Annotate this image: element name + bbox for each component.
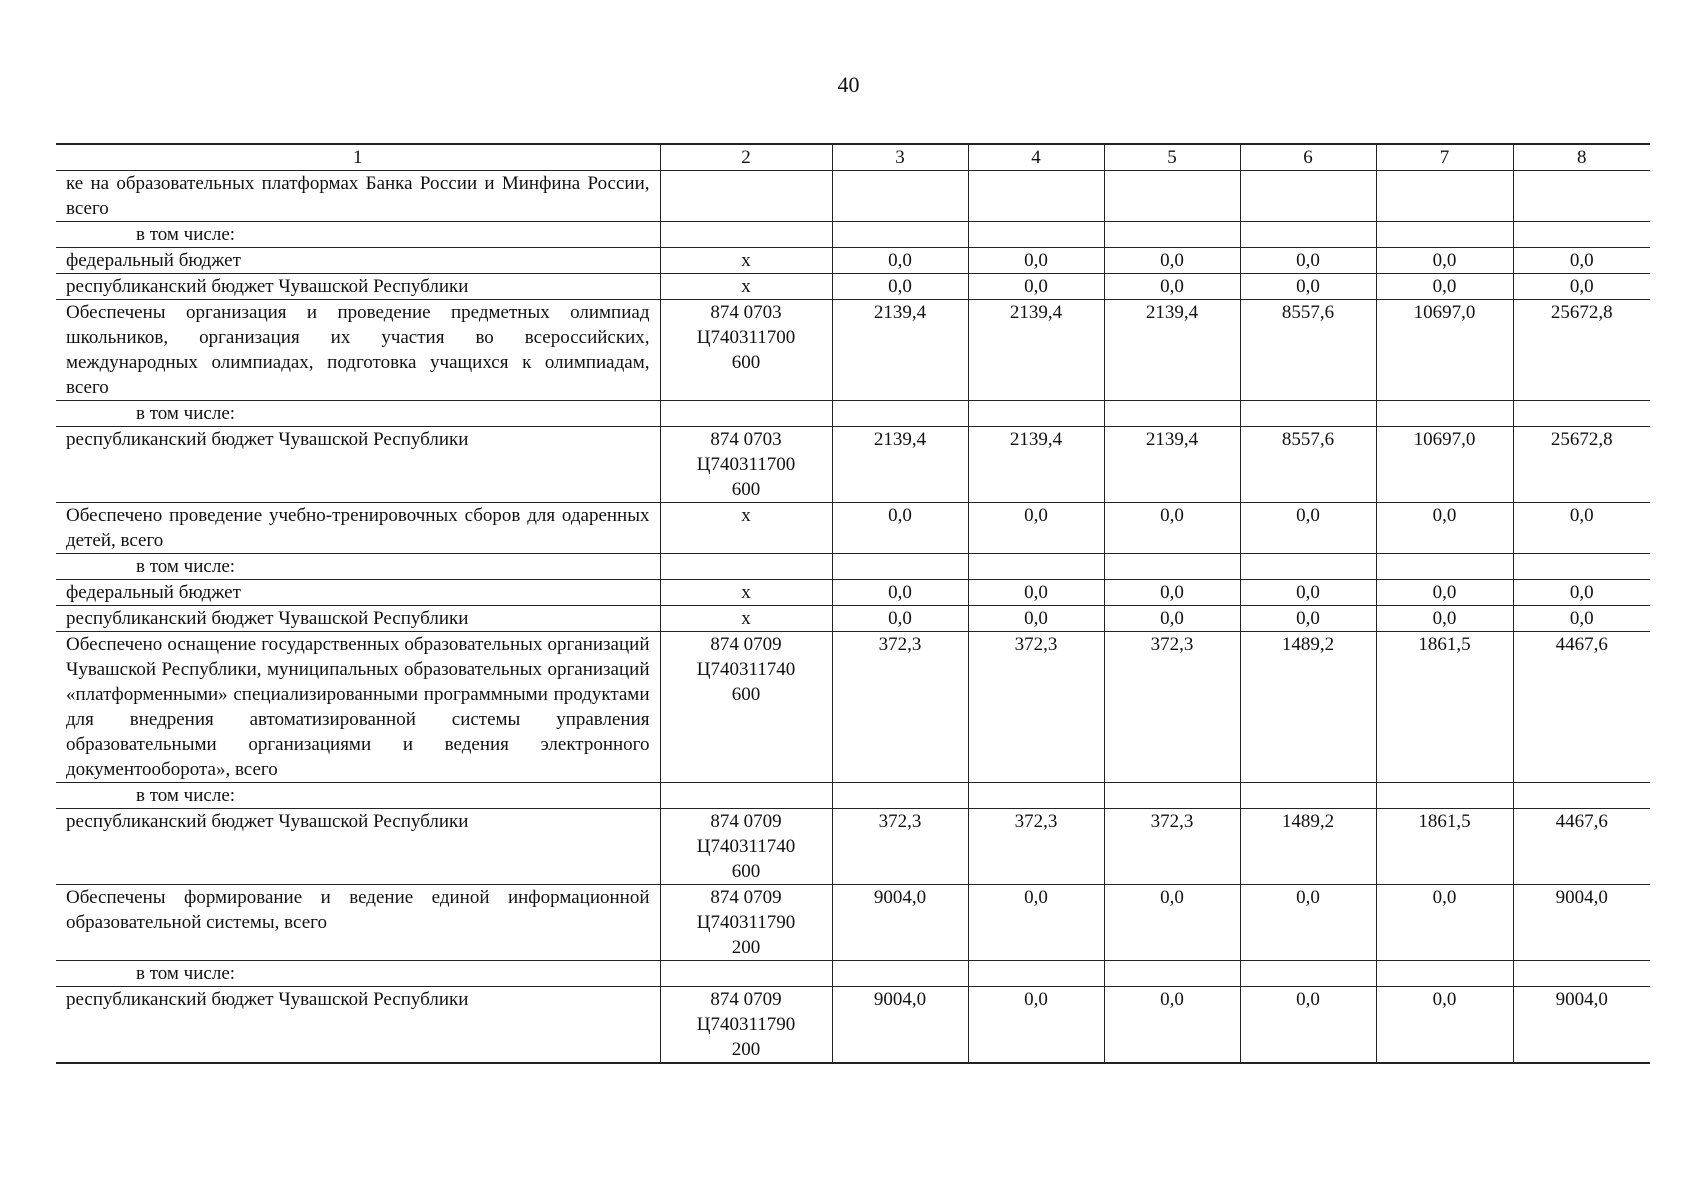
budget-code-cell: х <box>660 248 832 274</box>
table-row <box>56 222 1650 248</box>
row-subheading: в том числе: <box>56 961 660 987</box>
budget-code-cell <box>660 171 832 222</box>
value-cell: 9004,0 <box>1513 885 1650 961</box>
value-cell <box>1513 554 1650 580</box>
value-cell: 0,0 <box>1513 503 1650 554</box>
value-cell <box>968 401 1104 427</box>
row-label: федеральный бюджет <box>56 580 660 606</box>
value-cell <box>832 961 968 987</box>
row-label: Обеспечены формирование и ведение единой информационной образовательной системы, всего <box>56 885 660 961</box>
table-row <box>56 554 1650 580</box>
value-cell <box>968 171 1104 222</box>
value-cell: 0,0 <box>1376 248 1513 274</box>
value-cell: 8557,6 <box>1240 300 1376 401</box>
column-header: 8 <box>1513 144 1650 171</box>
value-cell <box>968 783 1104 809</box>
budget-code-cell: 874 0703 Ц740311700 600 <box>660 300 832 401</box>
table-row <box>56 632 1650 783</box>
value-cell: 10697,0 <box>1376 300 1513 401</box>
value-cell: 0,0 <box>832 606 968 632</box>
table-row <box>56 783 1650 809</box>
value-cell: 0,0 <box>968 885 1104 961</box>
budget-table <box>56 143 1650 1064</box>
value-cell: 0,0 <box>968 274 1104 300</box>
value-cell <box>1513 222 1650 248</box>
value-cell <box>832 222 968 248</box>
table-row <box>56 274 1650 300</box>
budget-code-cell <box>660 783 832 809</box>
row-label: республиканский бюджет Чувашской Республики <box>56 606 660 632</box>
page-number: 40 <box>837 72 860 97</box>
value-cell: 8557,6 <box>1240 427 1376 503</box>
table-row <box>56 171 1650 222</box>
table-row <box>56 809 1650 885</box>
budget-code-cell <box>660 401 832 427</box>
budget-code-cell: 874 0703 Ц740311700 600 <box>660 427 832 503</box>
row-subheading: в том числе: <box>56 783 660 809</box>
value-cell: 0,0 <box>1104 248 1240 274</box>
budget-code-cell: 874 0709 Ц740311740 600 <box>660 632 832 783</box>
value-cell: 0,0 <box>832 503 968 554</box>
value-cell: 0,0 <box>832 248 968 274</box>
value-cell: 0,0 <box>968 503 1104 554</box>
table-row <box>56 248 1650 274</box>
value-cell: 372,3 <box>968 632 1104 783</box>
value-cell <box>1104 401 1240 427</box>
value-cell <box>1513 171 1650 222</box>
budget-code-cell: 874 0709 Ц740311790 200 <box>660 885 832 961</box>
value-cell: 372,3 <box>832 632 968 783</box>
value-cell <box>968 554 1104 580</box>
value-cell: 0,0 <box>1376 580 1513 606</box>
value-cell: 0,0 <box>1513 606 1650 632</box>
value-cell <box>1376 554 1513 580</box>
budget-code-cell: х <box>660 503 832 554</box>
table-row <box>56 606 1650 632</box>
value-cell: 0,0 <box>1376 274 1513 300</box>
row-label: Обеспечено оснащение государственных образовательных организаций Чувашской Республики, муниципальных образовательных организаций «платформенными» специализированными программными продуктами для внедрения автоматизированной системы управления образовательными организациями и ведения электронного документооборота», всего <box>56 632 660 783</box>
value-cell: 0,0 <box>1513 248 1650 274</box>
table-header-row <box>56 144 1650 171</box>
value-cell <box>832 783 968 809</box>
value-cell: 0,0 <box>1104 580 1240 606</box>
value-cell: 372,3 <box>832 809 968 885</box>
value-cell <box>1513 783 1650 809</box>
value-cell <box>968 961 1104 987</box>
value-cell <box>1240 961 1376 987</box>
value-cell <box>1240 401 1376 427</box>
value-cell: 9004,0 <box>832 987 968 1064</box>
value-cell: 0,0 <box>968 248 1104 274</box>
row-label: республиканский бюджет Чувашской Республики <box>56 809 660 885</box>
row-label: федеральный бюджет <box>56 248 660 274</box>
budget-code-cell <box>660 222 832 248</box>
column-header: 5 <box>1104 144 1240 171</box>
value-cell <box>1376 171 1513 222</box>
column-header: 1 <box>56 144 660 171</box>
value-cell: 372,3 <box>1104 632 1240 783</box>
value-cell: 1861,5 <box>1376 632 1513 783</box>
value-cell: 2139,4 <box>968 427 1104 503</box>
row-label: республиканский бюджет Чувашской Республики <box>56 987 660 1064</box>
row-label: республиканский бюджет Чувашской Республики <box>56 427 660 503</box>
value-cell: 0,0 <box>968 606 1104 632</box>
budget-code-cell: х <box>660 606 832 632</box>
column-header: 6 <box>1240 144 1376 171</box>
value-cell: 0,0 <box>1104 503 1240 554</box>
value-cell: 25672,8 <box>1513 427 1650 503</box>
value-cell: 0,0 <box>1240 987 1376 1064</box>
table-row <box>56 961 1650 987</box>
table-row <box>56 300 1650 401</box>
budget-code-cell <box>660 961 832 987</box>
value-cell: 0,0 <box>832 274 968 300</box>
value-cell <box>1104 961 1240 987</box>
value-cell <box>1240 222 1376 248</box>
budget-code-cell: х <box>660 580 832 606</box>
value-cell: 0,0 <box>968 580 1104 606</box>
value-cell: 2139,4 <box>832 300 968 401</box>
value-cell: 372,3 <box>1104 809 1240 885</box>
value-cell: 0,0 <box>1240 248 1376 274</box>
value-cell: 2139,4 <box>832 427 968 503</box>
column-header: 7 <box>1376 144 1513 171</box>
row-subheading: в том числе: <box>56 222 660 248</box>
table-row <box>56 987 1650 1064</box>
value-cell: 0,0 <box>1376 503 1513 554</box>
value-cell: 0,0 <box>1240 580 1376 606</box>
value-cell: 0,0 <box>1240 606 1376 632</box>
value-cell: 0,0 <box>1513 274 1650 300</box>
value-cell: 0,0 <box>1376 987 1513 1064</box>
value-cell: 0,0 <box>1513 580 1650 606</box>
value-cell <box>1104 222 1240 248</box>
value-cell: 0,0 <box>1104 885 1240 961</box>
column-header: 2 <box>660 144 832 171</box>
value-cell <box>1240 783 1376 809</box>
value-cell: 1489,2 <box>1240 809 1376 885</box>
value-cell <box>832 171 968 222</box>
value-cell: 372,3 <box>968 809 1104 885</box>
value-cell <box>1240 171 1376 222</box>
table-row <box>56 885 1650 961</box>
value-cell <box>1513 401 1650 427</box>
value-cell: 0,0 <box>832 580 968 606</box>
value-cell: 2139,4 <box>1104 300 1240 401</box>
budget-code-cell: 874 0709 Ц740311740 600 <box>660 809 832 885</box>
budget-code-cell: х <box>660 274 832 300</box>
budget-code-cell <box>660 554 832 580</box>
value-cell <box>1376 783 1513 809</box>
column-header: 3 <box>832 144 968 171</box>
row-label: Обеспечено проведение учебно-тренировочных сборов для одаренных детей, всего <box>56 503 660 554</box>
table-row <box>56 427 1650 503</box>
value-cell: 0,0 <box>1376 885 1513 961</box>
value-cell: 10697,0 <box>1376 427 1513 503</box>
value-cell: 9004,0 <box>1513 987 1650 1064</box>
budget-code-cell: 874 0709 Ц740311790 200 <box>660 987 832 1064</box>
value-cell <box>1104 783 1240 809</box>
value-cell <box>1104 171 1240 222</box>
value-cell: 1861,5 <box>1376 809 1513 885</box>
row-label: Обеспечены организация и проведение предметных олимпиад школьников, организация их участия во всероссийских, международных олимпиадах, подготовка учащихся к олимпиадам, всего <box>56 300 660 401</box>
row-subheading: в том числе: <box>56 401 660 427</box>
value-cell <box>968 222 1104 248</box>
value-cell: 0,0 <box>1104 987 1240 1064</box>
value-cell: 2139,4 <box>1104 427 1240 503</box>
value-cell: 9004,0 <box>832 885 968 961</box>
value-cell <box>1240 554 1376 580</box>
value-cell <box>1376 961 1513 987</box>
value-cell: 0,0 <box>1240 885 1376 961</box>
table-row <box>56 401 1650 427</box>
value-cell <box>1376 401 1513 427</box>
value-cell: 4467,6 <box>1513 632 1650 783</box>
value-cell: 1489,2 <box>1240 632 1376 783</box>
row-label: ке на образовательных платформах Банка России и Минфина России, всего <box>56 171 660 222</box>
row-label: республиканский бюджет Чувашской Республики <box>56 274 660 300</box>
value-cell <box>1104 554 1240 580</box>
value-cell: 0,0 <box>1240 274 1376 300</box>
value-cell: 0,0 <box>1376 606 1513 632</box>
value-cell: 0,0 <box>1240 503 1376 554</box>
value-cell <box>1513 961 1650 987</box>
value-cell: 0,0 <box>1104 274 1240 300</box>
value-cell: 4467,6 <box>1513 809 1650 885</box>
table-row <box>56 503 1650 554</box>
value-cell: 2139,4 <box>968 300 1104 401</box>
column-header: 4 <box>968 144 1104 171</box>
value-cell: 0,0 <box>968 987 1104 1064</box>
value-cell <box>1376 222 1513 248</box>
value-cell: 0,0 <box>1104 606 1240 632</box>
value-cell <box>832 401 968 427</box>
value-cell: 25672,8 <box>1513 300 1650 401</box>
row-subheading: в том числе: <box>56 554 660 580</box>
value-cell <box>832 554 968 580</box>
table-row <box>56 580 1650 606</box>
